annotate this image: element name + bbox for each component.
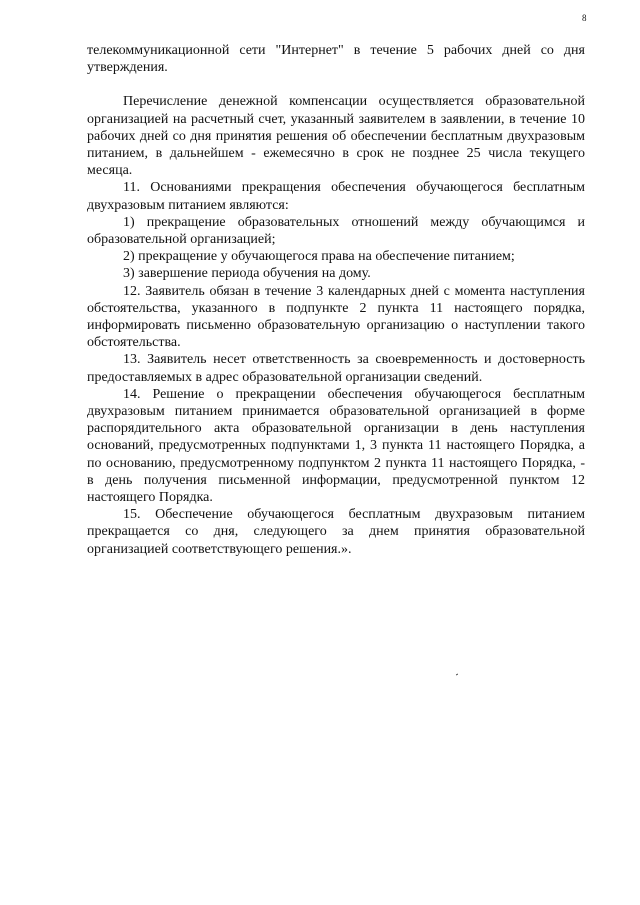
- document-body: [87, 42, 585, 558]
- paragraph-clause-14: 14. Решение о прекращении обеспечения обучающегося бесплатным двухразовым питанием принимается образовательной организацией в форме распорядительного акта образовательной организации в день наступления оснований, предусмотренных подпунктами 1, 3 пункта 11 настоящего Порядка, а по основанию, предусмотренному подпунктом 2 пункта 11 настоящего Порядка, - в день получения письменной информации, предусмотренной пунктом 12 настоящего Порядка.: [87, 386, 585, 506]
- paragraph-subclause-2: 2) прекращение у обучающегося права на обеспечение питанием;: [123, 249, 515, 265]
- paragraph-subclause-1: 1) прекращение образовательных отношений между обучающимся и образовательной организацией;: [87, 214, 585, 248]
- page-number: 8: [582, 13, 587, 23]
- paragraph-clause-13: 13. Заявитель несет ответственность за своевременность и достоверность предоставляемых в адрес образовательной организации сведений.: [87, 352, 585, 385]
- paragraph-clause-11: 11. Основаниями прекращения обеспечения обучающегося бесплатным двухразовым питанием являются:: [87, 180, 585, 213]
- paragraph-continuation: телекоммуникационной сети "Интернет" в течение 5 рабочих дней со дня утверждения.: [87, 43, 585, 76]
- paragraph-subclause-3: 3) завершение периода обучения на дому.: [123, 266, 371, 282]
- paragraph-clause-12: 12. Заявитель обязан в течение 3 календарных дней с момента наступления обстоятельства, указанного в подпункте 2 пункта 11 настоящего порядка, информировать письменно образовательную организацию о наступлении такого обстоятельства.: [87, 283, 585, 351]
- paragraph-clause-15: 15. Обеспечение обучающегося бесплатным двухразовым питанием прекращается со дня, следующего за днем принятия образовательной организацией соответствующего решения.».: [87, 507, 585, 557]
- stray-mark: [456, 674, 458, 676]
- paragraph-compensation-transfer: Перечисление денежной компенсации осуществляется образовательной организацией на расчетный счет, указанный заявителем в заявлении, в течение 10 рабочих дней со дня принятия решения об обеспечении бесплатным двухразовым питанием, в дальнейшем - ежемесячно в срок не позднее 25 числа текущего месяца.: [87, 94, 585, 179]
